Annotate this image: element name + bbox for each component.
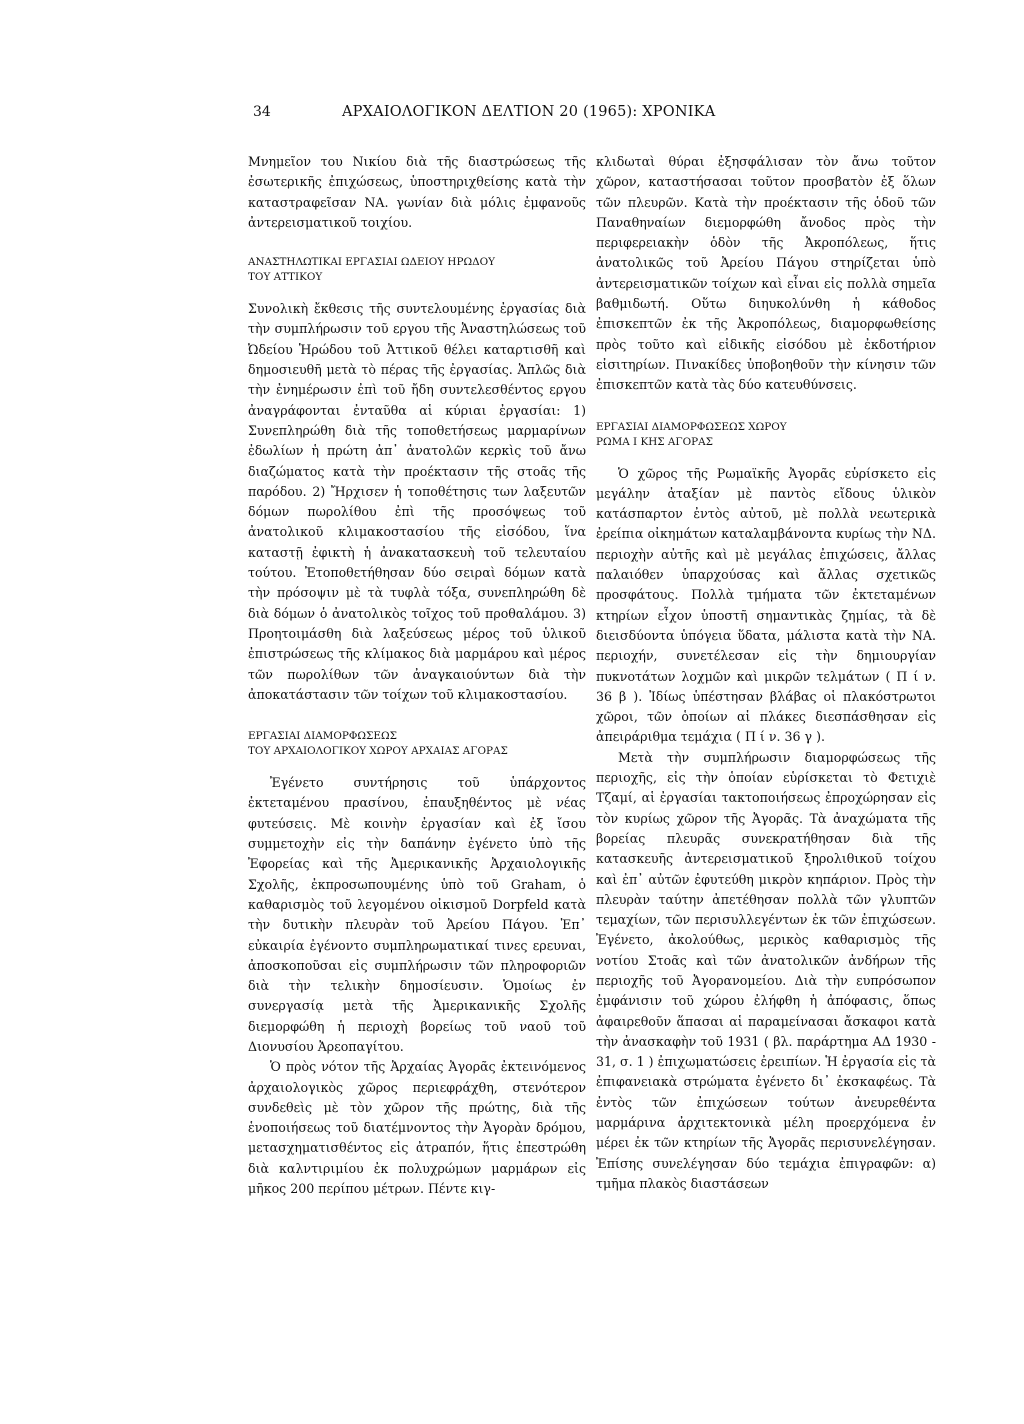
right-column	[596, 152, 936, 1194]
section-heading-line: ΕΡΓΑΣΙΑΙ ΔΙΑΜΟΡΦΩΣΕΩΣ	[248, 730, 397, 743]
section-heading-line: ΑΝΑΣΤΗΛΩΤΙΚΑΙ ΕΡΓΑΣΙΑΙ ΩΔΕΙΟΥ ΗΡΩΔΟΥ	[248, 256, 495, 269]
body-paragraph: Μετὰ τὴν συμπλήρωσιν διαμορφώσεως τῆς περιοχῆς, εἰς τὴν ὁποίαν εὑρίσκεται τὸ Φετιχιὲ Τζαμί, αἱ ἐργασίαι τακτοποιήσεως ἐπροχώρησαν εἰς τὸν κυρίως χῶρον τῆς Ἀγορᾶς. Τὰ ἀναχώματα τῆς βορείας πλευρᾶς συνεκρατήθησαν διὰ τῆς κατασκευῆς ἀντερεισματικοῦ ξηρολιθικοῦ τοίχου καὶ ἐπ᾿ αὐτῶν ἐφυτεύθη μικρὸν κηπάριον. Πρὸς τὴν πλευρὰν ταύτην ἀπετέθησαν πολλὰ τῶν γλυπτῶν τεμαχίων, τῶν περισυλλεγέντων ἐκ τῶν ἐπιχώσεων. Ἐγένετο, ἀκολούθως, μερικὸς καθαρισμὸς τῆς νοτίου Στοᾶς καὶ τῶν ἀνατολικῶν ἀνδήρων τῆς περιοχῆς τοῦ Ἀγορανομείου. Διὰ τὴν ευπρόσωπον ἐμφάνισιν τοῦ χώρου ἐλήφθη ἡ ἀπόφασις, ὅπως ἀφαιρεθοῦν ἅπασαι αἱ παραμείνασαι ἄσκαφοι κατὰ τὴν ἀνασκαφὴν τοῦ 1931 ( βλ. παράρτημα ΑΔ 1930 - 31, σ. 1 ) ἐπιχωματώσεις ἐρειπίων. Ἡ ἐργασία εἰς τὰ ἐπιφανειακὰ στρώματα ἐγένετο δι᾿ ἐκσκαφέως. Τὰ ἐντὸς τῶν ἐπιχώσεων τούτων ἀνευρεθέντα μαρμάρινα ἀρχιτεκτονικὰ μέλη προερχόμενα ἐν μέρει ἐκ τῶν κτηρίων τῆς Ἀγορᾶς περισυνελέγησαν. Ἐπίσης συνελέγησαν δύο τεμάχια ἐπιγραφῶν: α) τμῆμα πλακὸς διαστάσεων	[596, 749, 936, 1191]
page-number: 34	[253, 104, 271, 120]
section-heading	[248, 729, 586, 759]
body-paragraph: κλιδωταὶ θύραι ἐξησφάλισαν τὸν ἄνω τοῦτον χῶρον, καταστήσασαι τοῦτον προσβατὸν ἐξ ὅλων τῶν πλευρῶν. Κατὰ τὴν προέκτασιν τῆς ὁδοῦ τῶν Παναθηναίων διεμορφώθη ἄνοδος πρὸς τὴν περιφερειακὴν ὁδὸν τῆς Ἀκροπόλεως, ἥτις ἀνατολικῶς τοῦ Ἀρείου Πάγου στηρίζεται ὑπὸ ἀντερεισματικῶν τοίχων καὶ εἶναι εἰς πολλὰ σημεῖα βαθμιδωτή. Οὕτω διηυκολύνθη ἡ κάθοδος ἐπισκεπτῶν ἐκ τῆς Ἀκροπόλεως, διαμορφωθείσης πρὸς τοῦτο καὶ εἰδικῆς εἰσόδου μὲ ἐκδοτήριον εἰσιτηρίων. Πινακίδες ὑποβοηθοῦν τὴν κίνησιν τῶν ἐπισκεπτῶν κατὰ τὰς δύο κατευθύνσεις.	[596, 154, 936, 393]
body-paragraph: Ὁ χῶρος τῆς Ρωμαϊκῆς Ἀγορᾶς εὑρίσκετο εἰς μεγάλην ἀταξίαν μὲ παντὸς εἴδους ὑλικὸν κατάσπαρτον ἐντὸς αὐτοῦ, μὲ πολλὰ νεωτερικὰ ἐρείπια οἰκημάτων καταλαμβάνοντα κυρίως τὴν ΝΔ. περιοχὴν αὐτῆς καὶ μὲ μεγάλας ἐπιχώσεις, ἄλλας παλαιόθεν ὑπαρχούσας καὶ ἄλλας σχετικῶς προσφάτους. Πολλὰ τμήματα τῶν ἐκτεταμένων κτηρίων εἶχον ὑποστῆ σημαντικὰς ζημίας, τὰ δὲ διεισδύοντα ὑπόγεια ὕδατα, μάλιστα κατὰ τὴν ΝΑ. περιοχήν, συνετέλεσαν εἰς τὴν δημιουργίαν πυκνοτάτων λοχμῶν καὶ μικρῶν τελμάτων ( Π ί ν. 36 β ). Ἰδίως ὑπέστησαν βλάβας οἱ πλακόστρωτοι χῶροι, τῶν ὁποίων αἱ πλάκες διεσπάσθησαν εἰς ἀπειράριθμα τεμάχια ( Π ί ν. 36 γ ).	[596, 465, 936, 745]
body-paragraph: Συνολικὴ ἔκθεσις τῆς συντελουμένης ἐργασίας διὰ τὴν συμπλήρωσιν τοῦ εργου τῆς Ἀναστηλώσεως τοῦ Ὠδείου Ἡρώδου τοῦ Ἀττικοῦ θέλει καταρτισθῆ καὶ δημοσιευθῆ μετὰ τὸ πέρας τῆς ἐργασίας. Ἁπλῶς διὰ τὴν ἐνημέρωσιν ἐπὶ τοῦ ἤδη συντελεσθέντος εργου ἀναγράφονται ἐνταῦθα αἱ κύριαι ἐργασίαι: 1) Συνεπληρώθη διὰ τῆς τοποθετήσεως μαρμαρίνων ἐδωλίων ἡ πρώτη ἀπ᾿ ἀνατολῶν κερκὶς τοῦ ἄνω διαζώματος κατὰ τὴν προέκτασιν τῆς στοᾶς τῆς παρόδου. 2) Ἤρχισεν ἡ τοποθέτησις των λαξευτῶν δόμων πωρολίθου ἐπὶ τῆς προσόψεως τοῦ ἀνατολικοῦ κλιμακοστασίου τῆς εἰσόδου, ἵνα καταστῇ ἐφικτὴ ἡ ἀνακατασκευὴ τοῦ τελευταίου τούτου. Ἐτοποθετήθησαν δύο σειραὶ δόμων κατὰ τὴν πρόσοψιν μὲ τὰ τυφλὰ τόξα, συνεπληρώθη δὲ διὰ δόμων ὁ ἀνατολικὸς τοῖχος τοῦ προθαλάμου. 3) Προητοιμάσθη διὰ λαξεύσεως μέρος τοῦ ὑλικοῦ ἐπιστρώσεως τῆς κλίμακος διὰ μαρμάρου καὶ μέρος τῶν πωρολίθων τῶν ἀναγκαιούντων διὰ τὴν ἀποκατάστασιν τῶν τοίχων τοῦ κλιμακοστασίου.	[248, 301, 586, 702]
intro-paragraph: Μνημεῖον του Νικίου διὰ τῆς διαστρώσεως τῆς ἐσωτερικῆς ἐπιχώσεως, ὑποστηριχθείσης κατὰ τὴν καταστραφεῖσαν ΝΑ. γωνίαν διὰ μόλις ἐμφανοῦς ἀντερεισματικοῦ τοιχίου.	[248, 154, 586, 230]
section-heading	[248, 255, 586, 285]
running-title: ΑΡΧΑΙΟΛΟΓΙΚΟΝ ΔΕΛΤΙΟΝ 20 (1965): ΧΡΟΝΙΚΑ	[342, 104, 716, 120]
left-column	[248, 152, 586, 1199]
section-heading	[596, 420, 936, 450]
section-heading-line: ΤΟΥ ΑΤΤΙΚΟΥ	[248, 271, 323, 284]
section-heading-line: ΤΟΥ ΑΡΧΑΙΟΛΟΓΙΚΟΥ ΧΩΡΟΥ ΑΡΧΑΙΑΣ ΑΓΟΡΑΣ	[248, 745, 508, 758]
section-heading-line: ΡΩΜΑ Ι ΚΗΣ ΑΓΟΡΑΣ	[596, 435, 714, 448]
body-paragraph: Ὁ πρὸς νότον τῆς Ἀρχαίας Ἀγορᾶς ἐκτεινόμενος ἀρχαιολογικὸς χῶρος περιεφράχθη, στενότερον συνδεθεὶς μὲ τὸν χῶρον τῆς πρώτης, διὰ τῆς ἑνοποιήσεως τοῦ διατέμνοντος τὴν Ἀγορὰν δρόμου, μετασχηματισθέντος εἰς ἀτραπόν, ἥτις ἐπεστρώθη διὰ καλντιριμίου ἐκ πολυχρώμων μαρμάρων εἰς μῆκος 200 περίπου μέτρων. Πέντε κιγ-	[248, 1059, 586, 1197]
section-heading-line: ΕΡΓΑΣΙΑΙ ΔΙΑΜΟΡΦΩΣΕΩΣ ΧΩΡΟΥ	[596, 420, 787, 433]
body-paragraph: Ἐγένετο συντήρησις τοῦ ὑπάρχοντος ἐκτεταμένου πρασίνου, ἐπαυξηθέντος μὲ νέας φυτεύσεις. Μὲ κοινὴν ἐργασίαν καὶ ἐξ ἴσου συμμετοχὴν εἰς τὴν δαπάνην ἐγένετο ὑπὸ τῆς Ἐφορείας καὶ τῆς Ἀμερικανικῆς Ἀρχαιολογικῆς Σχολῆς, ἐκπροσωπουμένης ὑπὸ τοῦ Graham, ὁ καθαρισμὸς τοῦ λεγομένου οἰκισμοῦ Dorpfeld κατὰ τὴν δυτικὴν πλευρὰν τοῦ Ἀρείου Πάγου. Ἐπ᾿ εὐκαιρία ἐγένοντο συμπληρωματικαί τινες ερευναι, ἀποσκοποῦσαι εἰς συμπλήρωσιν τῶν πληροφοριῶν διὰ τὴν τελικὴν δημοσίευσιν. Ὁμοίως ἐν συνεργασίᾳ μετὰ τῆς Ἀμερικανικῆς Σχολῆς διεμορφώθη ἡ περιοχὴ βορείως τοῦ ναοῦ τοῦ Διονυσίου Ἀρεοπαγίτου.	[248, 775, 586, 1054]
